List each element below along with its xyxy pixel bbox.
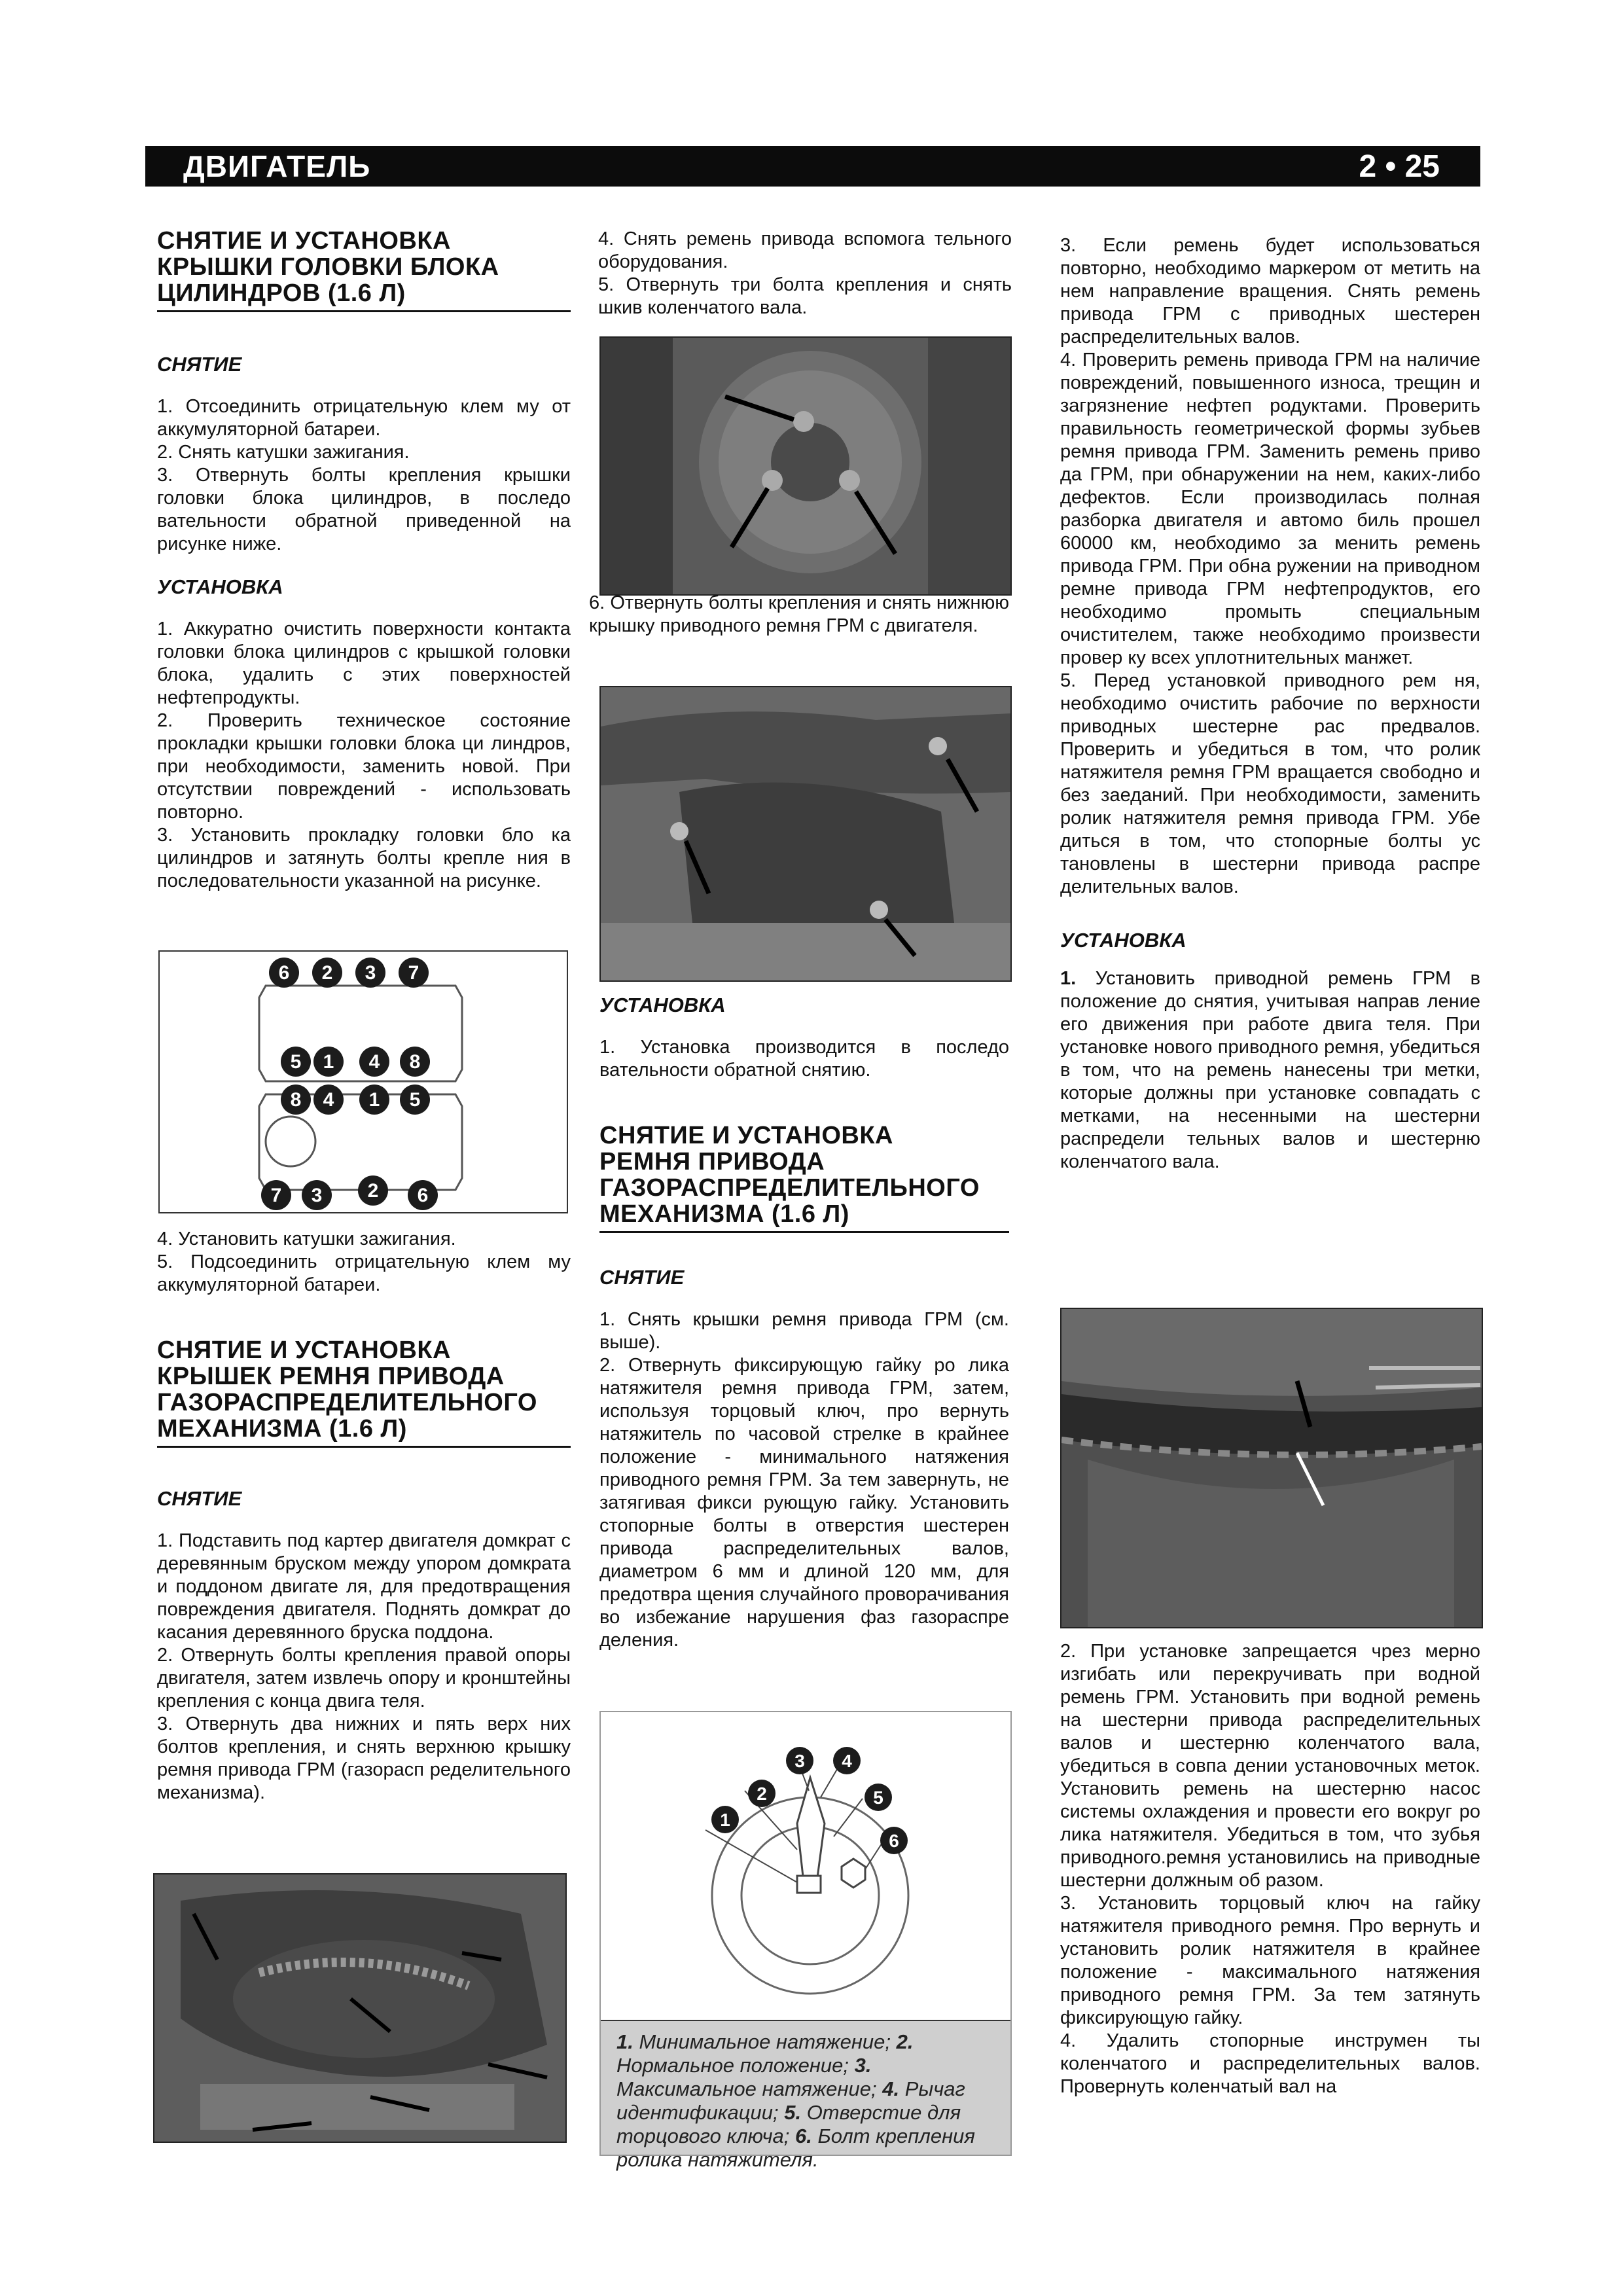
bolt-number: 6 [417, 1185, 429, 1206]
title-line: ГАЗОРАСПРЕДЕЛИТЕЛЬНОГО [157, 1389, 537, 1416]
column-2-step6 [589, 592, 1009, 637]
tensioner-label: 2 [757, 1784, 767, 1804]
tensioner-label: 5 [873, 1787, 883, 1808]
caption-text: Минимальное натяжение; [639, 2030, 891, 2053]
paragraph: 5. Перед установкой приводного рем ня, необходимо очистить рабочие по верхности приводных шестерне рас предвалов. Проверить и убедиться в том, что ролик натяжителя ремня ГРМ вращается свободно и без заеданий. При необходимости, заменить ролик натяжителя ремня привода ГРМ. Убе диться в том, что стопорные болты ус тановлены в шестерни привода распре делительных валов. [1060, 670, 1480, 897]
paragraph [1060, 967, 1480, 1174]
paragraph: 4. Проверить ремень привода ГРМ на наличие повреждений, повышенного износа, трещин и загрязнение нефтеп родуктами. Проверить правильность геометрической формы зубьев ремня привода ГРМ. Заменить ремень приво да ГРМ, при обнаружении на нем, каких-либо дефектов. Если производилась полная разборка двигателя и автомо биль прошел 60000 км, необходимо за менить ремень привода ГРМ. При обна ружении на приводном ремне привода ГРМ нефтепродуктов, его необходимо промыть специальным очистителем, также необходимо произвести провер ку всех уплотнительных манжет. [1060, 350, 1480, 668]
lower-cover-photo-illustration [601, 687, 1010, 980]
figure-caption [601, 2020, 1010, 2171]
paragraph: 3. Установить прокладку головки бло ка цилиндров и затянуть болты крепле ния в последовательности указанной на рисунке. [157, 825, 571, 891]
paragraph: 2. Отвернуть фиксирующую гайку ро лика натяжителя ремня привода ГРМ, затем, используя торцовый ключ, про вернуть натяжитель по часовой стрелке в крайнее положение - минимального натяжения приводного ремня ГРМ. За тем завернуть, не затягивая фикси рующую гайку. Установить стопорные болты в отверстия шестерен привода распределительных валов, диаметром 6 мм и длиной 120 мм, для предотвра щения случайного проворачивания во избежание нарушения фаз газораспре деления. [599, 1355, 1009, 1651]
column-2-middle [599, 994, 1009, 1652]
pulley-photo-illustration [601, 338, 1010, 594]
tensioner-label: 6 [889, 1831, 899, 1851]
caption-number: 6. [795, 2125, 812, 2147]
paragraph: 1. Снять крышки ремня привода ГРМ (см. выше). [599, 1309, 1009, 1353]
title-line: МЕХАНИЗМА (1.6 Л) [157, 1415, 407, 1443]
subheading: УСТАНОВКА [1060, 929, 1186, 952]
bolt-number: 4 [323, 1089, 334, 1111]
tensioner-label: 4 [842, 1751, 852, 1771]
photo-timing-belt-marks [1060, 1308, 1483, 1628]
bolt-number: 8 [409, 1051, 421, 1073]
tensioner-label: 1 [720, 1810, 730, 1830]
title-line: КРЫШКИ ГОЛОВКИ БЛОКА [157, 253, 499, 281]
cylinder-head-cover-figure [160, 952, 567, 1212]
title-line: СНЯТИЕ И УСТАНОВКА [157, 1336, 451, 1364]
caption-text: Максимальное натяжение; [616, 2077, 877, 2100]
title-rule [157, 1446, 571, 1448]
belt-photo-illustration [1061, 1309, 1482, 1627]
column-1 [157, 228, 571, 893]
title-line: КРЫШЕК РЕМНЯ ПРИВОДА [157, 1363, 505, 1390]
subheading: УСТАНОВКА [599, 994, 726, 1016]
bolt-number: 6 [278, 962, 290, 984]
paragraph: 2. Снять катушки зажигания. [157, 442, 410, 463]
page-header [145, 146, 1480, 187]
subheading: СНЯТИЕ [157, 353, 242, 376]
title-rule [157, 310, 571, 312]
bolt-number: 1 [368, 1089, 380, 1111]
caption-number: 4. [882, 2077, 900, 2100]
bolt-number: 7 [408, 962, 419, 984]
engine-photo-illustration [154, 1874, 565, 2142]
paragraph: 4. Установить катушки зажигания. [157, 1229, 456, 1249]
title-rule [599, 1231, 1009, 1233]
caption-text: Нормальное положение; [616, 2054, 849, 2077]
bolt-number: 3 [365, 962, 376, 984]
subheading: УСТАНОВКА [157, 575, 283, 598]
paragraph: 3. Отвернуть два нижних и пять верх них болтов крепления, и снять верхнюю крышку ремня привода ГРМ (газорасп ределительного механизма). [157, 1713, 571, 1803]
bolt-number: 2 [367, 1180, 379, 1202]
column-1-lower [157, 1228, 571, 1804]
caption-number: 5. [784, 2101, 802, 2124]
paragraph: 1. Подставить под картер двигателя домкрат с деревянным бруском между упором домкрата и поддоном двигате ля, для предотвращения повреждения двигателя. Поднять домкрат до касания деревянного бруска поддона. [157, 1530, 571, 1643]
caption-number: 1. [616, 2030, 633, 2053]
paragraph: 5. Подсоединить отрицательную клем му аккумуляторной батареи. [157, 1251, 571, 1295]
paragraph: 2. Отвернуть болты крепления правой опоры двигателя, затем извлечь опору и кронштейны крепления с конца двига теля. [157, 1645, 571, 1712]
caption-text: Отверстие для торцового ключа; [616, 2101, 961, 2147]
bolt-number: 5 [409, 1089, 421, 1111]
bolt-number: 2 [321, 962, 333, 984]
section-title [157, 228, 571, 306]
caption-text: Болт крепления ролика натяжителя. [616, 2125, 975, 2171]
paragraph: 1. Отсоединить отрицательную клем му от аккумуляторной батареи. [157, 396, 571, 440]
paragraph: 3. Установить торцовый ключ на гайку натяжителя приводного ремня. Про вернуть и установить ролик натяжителя в крайнее положение - максимального натяжения приводного ремня ГРМ. За тем затянуть фиксирующую гайку. [1060, 1893, 1480, 2028]
column-2-top [598, 228, 1012, 319]
title-line: ЦИЛИНДРОВ (1.6 Л) [157, 279, 406, 307]
title-line: СНЯТИЕ И УСТАНОВКА [157, 227, 451, 255]
step-number: 1. [1060, 968, 1077, 989]
tensioner-label: 3 [794, 1751, 805, 1771]
section-title [599, 1122, 1009, 1227]
bolt-number: 4 [368, 1051, 380, 1073]
section-title [157, 1337, 571, 1442]
bolt-sequence-diagram [158, 950, 568, 1213]
tensioner-figure [599, 1711, 1012, 2171]
paragraph: 2. При установке запрещается чрез мерно изгибать или перекручивать при водной ремень ГРМ. Установить при водной ремень на шестерни привода распределительных валов и шестерню коленчатого вала, убедиться в совпа дении установочных меток. Установить ремень на шестерню насос системы охлаждения и провести его вокруг ро лика натяжителя. Убедиться в том, что зубья приводного.ремня установились на приводные шестерни должным об разом. [1060, 1641, 1480, 1891]
chapter-title: ДВИГАТЕЛЬ [183, 149, 371, 183]
column-3-bottom [1060, 1640, 1480, 2098]
bolt-number: 3 [311, 1185, 323, 1206]
subheading: СНЯТИЕ [157, 1487, 242, 1510]
title-line: ГАЗОРАСПРЕДЕЛИТЕЛЬНОГО [599, 1174, 980, 1202]
bolt-number: 7 [270, 1185, 282, 1206]
title-line: СНЯТИЕ И УСТАНОВКА [599, 1122, 893, 1149]
caption-number: 2. [896, 2030, 914, 2053]
paragraph: 3. Отвернуть болты крепления крышки головки блока цилиндров, в последо вательности обратной приведенной на рисунке ниже. [157, 465, 571, 554]
photo-timing-cover [153, 1873, 567, 2143]
paragraph: 4. Удалить стопорные инструмен ты коленчатого и распределительных валов. Провернуть коленчатый вал на [1060, 2030, 1480, 2097]
photo-lower-cover [599, 686, 1012, 982]
paragraph: 4. Снять ремень привода вспомога тельного оборудования. [598, 228, 1012, 272]
photo-crankshaft-pulley [599, 336, 1012, 596]
paragraph: 2. Проверить техническое состояние прокладки крышки головки блока ци линдров, при необходимости, заменить новой. При отсутствии повреждений - использовать повторно. [157, 710, 571, 823]
page-number: 2 • 25 [1359, 149, 1440, 184]
paragraph: 5. Отвернуть три болта крепления и снять шкив коленчатого вала. [598, 274, 1012, 318]
step-text: Установить приводной ремень ГРМ в положение до снятия, учитывая направ ление его движения при работе двига теля. При установке нового приводного ремня, убедиться в том, что на ремень нанесены три метки, которые должны при установке совпадать с метками, на несенными на шестерни распредели тельных валов и шестерню коленчатого вала. [1060, 968, 1480, 1172]
title-line: МЕХАНИЗМА (1.6 Л) [599, 1200, 849, 1228]
caption-number: 3. [854, 2054, 872, 2077]
column-3-top [1060, 234, 1480, 1174]
caption-text: Рычаг идентификации; [616, 2077, 965, 2124]
bolt-number: 5 [290, 1051, 302, 1073]
bolt-number: 8 [290, 1089, 302, 1111]
paragraph: 3. Если ремень будет использоваться повторно, необходимо маркером от метить на нем направление вращения. Снять ремень привода ГРМ с приводных шестерен распределительных валов. [1060, 235, 1480, 348]
subheading: СНЯТИЕ [599, 1266, 685, 1289]
tensioner-diagram [601, 1712, 1010, 2020]
paragraph: 1. Установка производится в последо вательности обратной снятию. [599, 1037, 1009, 1081]
paragraph: 1. Аккуратно очистить поверхности контакта головки блока цилиндров с крышкой головки блока, удалить с этих поверхностей нефтепродукты. [157, 619, 571, 708]
bolt-number: 1 [323, 1051, 334, 1073]
paragraph: 6. Отвернуть болты крепления и снять нижнюю крышку приводного ремня ГРМ с двигателя. [589, 592, 1009, 636]
title-line: РЕМНЯ ПРИВОДА [599, 1148, 825, 1175]
